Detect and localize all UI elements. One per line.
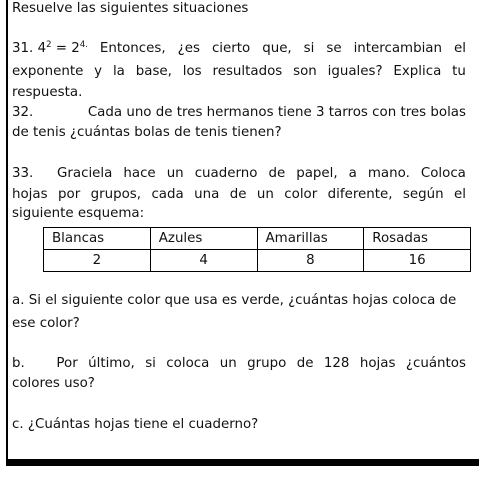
table-cell: 2	[44, 250, 151, 272]
q33-word: Graciela	[57, 166, 113, 181]
q31-word: se	[326, 41, 342, 56]
q33-word: un	[256, 187, 274, 202]
q31-exponent-right: 4.	[79, 40, 88, 50]
q31-line-3: respuesta.	[12, 85, 83, 100]
q31-word: son	[293, 64, 317, 79]
q31-word: que,	[262, 41, 292, 56]
qb-word: 128	[323, 356, 350, 371]
worksheet	[6, 0, 479, 466]
q33-line-1	[12, 165, 466, 183]
q31-line-2	[12, 63, 466, 81]
table-header-row	[44, 228, 471, 250]
qb-label: b.	[12, 356, 25, 371]
q33-word: por	[58, 187, 81, 202]
q33-line-3: siguiente esquema:	[12, 206, 145, 221]
qb-word: último,	[88, 356, 135, 371]
q32-number: 32.	[12, 105, 34, 120]
qb-word: ¿cuántos	[405, 356, 466, 371]
table-header-cell: Amarillas	[257, 228, 364, 250]
qb-word: coloca	[166, 356, 210, 371]
qa-line-1: a. Si el siguiente color que usa es verde, ¿cuántas hojas coloca de	[12, 293, 457, 308]
qb-word: un	[219, 356, 237, 371]
q31-word: resultados	[212, 64, 283, 79]
q31-base-right: 2	[71, 41, 80, 56]
q33-number: 33.	[12, 166, 34, 181]
q33-word: según	[402, 187, 444, 202]
q31-base-left: 4	[37, 41, 47, 56]
q33-word: color	[284, 187, 318, 202]
q31-exponent-left: 2	[46, 40, 52, 50]
q31-word: tu	[452, 64, 466, 79]
qb-word: hojas	[359, 356, 396, 371]
q33-line-2	[12, 186, 466, 204]
q31-word: la	[112, 64, 125, 79]
q31-word: los	[182, 64, 202, 79]
color-schema-table	[43, 227, 471, 272]
q31-word: el	[453, 41, 466, 56]
table-header-cell: Rosadas	[364, 228, 471, 250]
q33-word: una	[194, 187, 220, 202]
table-cell: 16	[364, 250, 471, 272]
q33-word: cuaderno	[194, 166, 258, 181]
q33-word: diferente,	[327, 187, 393, 202]
q31-word: intercambian	[353, 41, 442, 56]
qb-line-1	[12, 355, 466, 373]
table-cell: 8	[257, 250, 364, 272]
qc-line-1: c. ¿Cuántas hojas tiene el cuaderno?	[12, 417, 259, 432]
q33-word: papel,	[296, 166, 338, 181]
q31-word: y	[94, 64, 103, 79]
q33-word: mano.	[367, 166, 410, 181]
q31-word: si	[303, 41, 315, 56]
q33-word: Coloca	[420, 166, 466, 181]
q31-word: iguales?	[327, 64, 383, 79]
q31-word: Explica	[393, 64, 442, 79]
qb-line-2: colores uso?	[12, 376, 95, 391]
q33-word: hojas	[12, 187, 48, 202]
q33-word: el	[454, 187, 466, 202]
table-cell: 4	[150, 250, 257, 272]
q33-word: hace	[123, 166, 156, 181]
table-header-cell: Azules	[150, 228, 257, 250]
q31-word: base,	[135, 64, 172, 79]
qb-word: grupo	[247, 356, 287, 371]
q32-line-2: de tenis ¿cuántas bolas de tenis tienen?	[12, 125, 282, 140]
q31-line-1	[12, 40, 466, 58]
qb-word: si	[145, 356, 156, 371]
q33-word: cada	[151, 187, 184, 202]
q33-word: de	[229, 187, 247, 202]
q31-expression	[12, 40, 88, 58]
q33-word: de	[268, 166, 286, 181]
q31-number: 31.	[12, 41, 34, 56]
q33-word: un	[166, 166, 184, 181]
q31-word: Entonces,	[99, 41, 166, 56]
table-header-cell: Blancas	[44, 228, 151, 250]
q31-word: ¿es	[177, 41, 200, 56]
qb-word: Por	[56, 356, 78, 371]
table-row	[44, 250, 471, 272]
q31-word: exponente	[12, 64, 84, 79]
q33-word: a	[348, 166, 357, 181]
q31-equals: =	[55, 41, 68, 56]
q33-word: grupos,	[90, 187, 142, 202]
q32-line-1	[12, 104, 466, 122]
qb-word: de	[296, 356, 314, 371]
qa-line-2: ese color?	[12, 316, 80, 331]
q31-word: cierto	[211, 41, 251, 56]
worksheet-heading: Resuelve las siguientes situaciones	[12, 1, 249, 16]
q32-text-1: Cada uno de tres hermanos tiene 3 tarros con tres bolas	[87, 105, 466, 120]
